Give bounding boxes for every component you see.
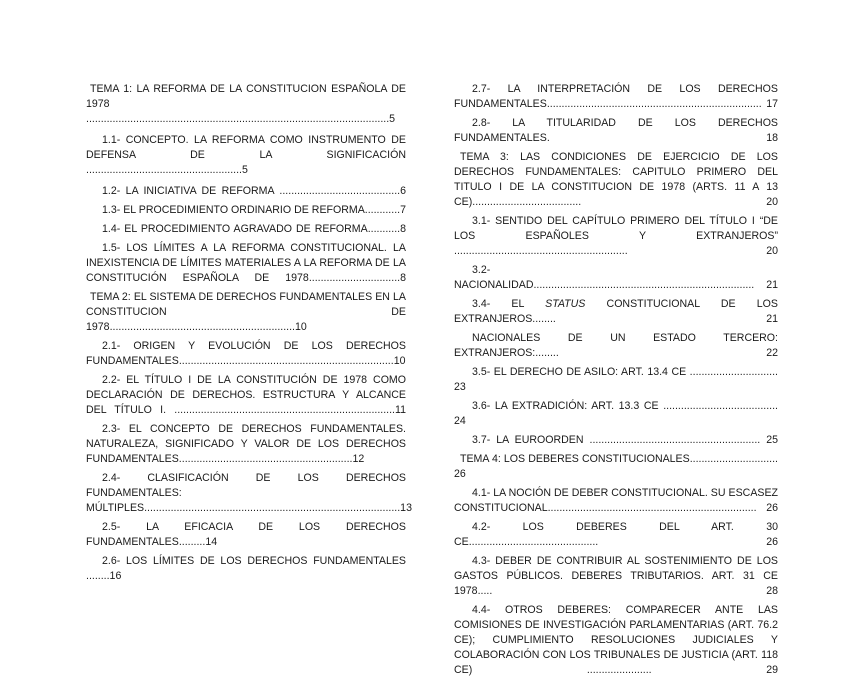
toc-entry[interactable] xyxy=(454,452,778,482)
toc-leader-dots: ......... xyxy=(178,536,206,548)
toc-entry[interactable] xyxy=(454,150,778,210)
toc-page-number: 26 xyxy=(598,536,778,548)
toc-entry-title: 3.5- EL DERECHO DE ASILO: ART. 13.4 CE xyxy=(472,366,687,378)
toc-entry-title: 2.1- ORIGEN Y EVOLUCIÓN DE LOS DERECHOS FUNDAMENTALES xyxy=(86,340,406,367)
toc-entry[interactable] xyxy=(454,486,778,516)
toc-leader-dots: ........................................................................... xyxy=(166,404,395,416)
toc-leader-dots: ........... xyxy=(367,223,401,235)
toc-entry[interactable] xyxy=(86,241,406,286)
toc-entry[interactable] xyxy=(454,365,778,395)
toc-leader-dots: ........................................................................... xyxy=(533,279,755,291)
toc-entry-title: 2.2- EL TÍTULO I DE LA CONSTITUCIÓN DE 1978 COMO DECLARACIÓN DE DERECHOS. ESTRUCTURA Y ALCANCE DEL TÍTULO I. xyxy=(86,374,406,416)
toc-page-number: 25 xyxy=(760,434,779,446)
toc-page-number: 5 xyxy=(389,113,396,125)
toc-page-number: 8 xyxy=(400,272,406,284)
toc-entry[interactable] xyxy=(454,263,778,293)
toc-entry[interactable] xyxy=(454,603,778,678)
toc-leader-dots: ......................................................................... xyxy=(178,355,394,367)
toc-entry-title: 2.4- CLASIFICACIÓN DE LOS DERECHOS FUNDAMENTALES: MÚLTIPLES xyxy=(86,472,406,514)
toc-leader-dots: .......................................................... xyxy=(181,453,353,465)
toc-entry[interactable] xyxy=(86,471,412,516)
toc-entry-title: 1.1- CONCEPTO. LA REFORMA COMO INSTRUMENTO DE DEFENSA DE LA SIGNIFICACIÓN xyxy=(86,134,406,161)
toc-leader-dots: ..................................................... xyxy=(86,164,242,176)
toc-entry-title: 3.4- EL xyxy=(472,298,546,310)
toc-page-number: 23 xyxy=(454,381,466,393)
toc-leader-dots: .......................................................... xyxy=(583,434,761,446)
toc-page-number: 10 xyxy=(295,321,307,333)
toc-entry[interactable] xyxy=(86,133,406,178)
toc-leader-dots: ............................................ xyxy=(468,536,599,548)
toc-leader-dots: ...................... xyxy=(472,664,652,676)
toc-entry[interactable] xyxy=(454,297,778,327)
toc-entry-title: 4.1- LA NOCIÓN DE DEBER CONSTITUCIONAL. SU ESCASEZ CONSTITUCIONAL xyxy=(454,487,778,514)
toc-page-number: 20 xyxy=(581,196,778,208)
toc-page-number: 20 xyxy=(627,245,778,257)
toc-entry-title: TEMA 3: LAS CONDICIONES DE EJERCICIO DE LOS DERECHOS FUNDAMENTALES: CAPITULO PRIMERO DEL TITULO I DE LA CONSTITUCION DE 1978 (ARTS. 11 A 13 CE) xyxy=(454,151,778,208)
toc-entry[interactable] xyxy=(86,339,406,369)
toc-page-number: 29 xyxy=(651,664,778,676)
toc-leader-dots: ....................................................................................................... xyxy=(86,113,390,125)
toc-entry[interactable] xyxy=(86,222,406,237)
toc-left-column xyxy=(86,82,412,588)
toc-page-number: 5 xyxy=(242,164,248,176)
toc-entry-title: 2.8- LA TITULARIDAD DE LOS DERECHOS FUNDAMENTALES xyxy=(454,117,778,144)
toc-entry-title: 4.3- DEBER DE CONTRIBUIR AL SOSTENIMIENTO DE LOS GASTOS PÚBLICOS. DEBERES TRIBUTARIOS. ART. 31 CE 1978 xyxy=(454,555,778,597)
toc-entry[interactable] xyxy=(454,554,778,599)
toc-page-number: 7 xyxy=(400,204,406,216)
toc-leader-dots: ..... xyxy=(477,585,493,597)
toc-entry-title: 1.3- EL PROCEDIMIENTO ORDINARIO DE REFORMA xyxy=(102,204,365,216)
toc-leader-dots: ..................................... xyxy=(472,196,582,208)
toc-entry-title: TEMA 1: LA REFORMA DE LA CONSTITUCION ESPAÑOLA DE 1978 xyxy=(86,83,406,110)
toc-leader-dots: ......................................... xyxy=(274,185,401,197)
toc-entry-title: 3.6- LA EXTRADICIÓN: ART. 13.3 CE xyxy=(472,400,659,412)
toc-entry-title: 4.4- OTROS DEBERES: COMPARECER ANTE LAS COMISIONES DE INVESTIGACIÓN PARLAMENTARIAS (ART. 76.2 CE); CUMPLIMIENTO RESOLUCIONES JUDICIALES Y COLABORACIÓN CON LOS TRIBUNALES DE JUSTICIA (ART. 118 CE) xyxy=(454,604,778,676)
toc-entry[interactable] xyxy=(86,520,406,550)
toc-page-number: 21 xyxy=(555,313,778,325)
toc-entry-title: TEMA 4: LOS DEBERES CONSTITUCIONALES xyxy=(460,453,690,465)
toc-entry-title: TEMA 2: EL SISTEMA DE DERECHOS FUNDAMENTALES EN LA CONSTITUCION DE 1978 xyxy=(86,291,406,333)
toc-page-number: 14 xyxy=(205,536,218,548)
toc-entry-title: 1.5- LOS LÍMITES A LA REFORMA CONSTITUCIONAL. LA INEXISTENCIA DE LÍMITES MATERIALES A LA REFORMA DE LA CONSTITUCIÓN ESPAÑOLA DE 1978. xyxy=(86,242,406,284)
toc-page-number: 8 xyxy=(400,223,406,235)
toc-page-number: 12 xyxy=(352,453,365,465)
toc-page-number: 26 xyxy=(454,468,466,480)
toc-leader-dots: ......................................................................... xyxy=(546,98,762,110)
toc-entry[interactable] xyxy=(454,331,778,361)
toc-page-number: 26 xyxy=(756,502,778,514)
toc-entry-title: 2.3- EL CONCEPTO DE DERECHOS FUNDAMENTALES. NATURALEZA, SIGNIFICADO Y VALOR DE LOS DERECHOS FUNDAMENTALES. xyxy=(86,423,406,465)
toc-leader-dots: ........ xyxy=(535,347,559,359)
toc-entry[interactable] xyxy=(454,433,778,448)
toc-page-number: 6 xyxy=(400,185,406,197)
toc-leader-dots: .............................. xyxy=(689,453,778,465)
toc-page-number: 18 xyxy=(549,132,778,144)
toc-entry-title: 3.7- LA EUROORDEN xyxy=(472,434,584,446)
toc-entry-title: 3.2- NACIONALIDAD xyxy=(454,264,534,291)
toc-entry[interactable] xyxy=(454,116,778,146)
toc-leader-dots: ........................................................... xyxy=(454,245,628,257)
toc-entry-title: 3.1- SENTIDO DEL CAPÍTULO PRIMERO DEL TÍTULO I “DE LOS ESPAÑOLES Y EXTRANJEROS” xyxy=(454,215,778,242)
toc-entry-title: 2.7- LA INTERPRETACIÓN DE LOS DERECHOS FUNDAMENTALES xyxy=(454,83,778,110)
toc-entry-title: 2.5- LA EFICACIA DE LOS DERECHOS FUNDAMENTALES xyxy=(86,521,406,548)
toc-entry[interactable] xyxy=(454,82,778,112)
toc-entry[interactable] xyxy=(86,203,406,218)
toc-entry[interactable] xyxy=(86,554,406,584)
toc-page-number: 11 xyxy=(395,404,406,416)
toc-entry-title-italic: STATUS xyxy=(545,298,586,310)
toc-leader-dots: ............................................................... xyxy=(109,321,296,333)
toc-entry[interactable] xyxy=(86,290,406,335)
toc-entry-title: CONSTITUCIONAL DE LOS EXTRANJEROS xyxy=(454,298,778,325)
toc-page-number: 16 xyxy=(109,570,122,582)
toc-leader-dots: . xyxy=(546,132,550,144)
toc-page-number: 22 xyxy=(558,347,778,359)
toc-page-number: 21 xyxy=(754,279,778,291)
toc-entry[interactable] xyxy=(454,520,778,550)
toc-entry[interactable] xyxy=(454,214,778,259)
toc-leader-dots: .............................. xyxy=(686,366,778,378)
toc-entry-title: NACIONALES DE UN ESTADO TERCERO: EXTRANJEROS: xyxy=(454,332,778,359)
toc-entry[interactable] xyxy=(454,399,778,429)
toc-leader-dots: .............................. xyxy=(311,272,401,284)
toc-entry[interactable] xyxy=(86,422,406,467)
toc-leader-dots: ....................................................................... xyxy=(547,502,757,514)
toc-page-number: 10 xyxy=(393,355,406,367)
toc-entry-title: 2.6- LOS LÍMITES DE LOS DERECHOS FUNDAMENTALES xyxy=(102,555,406,567)
toc-page-number: 28 xyxy=(492,585,778,597)
toc-entry-title: 4.2- LOS DEBERES DEL ART. 30 CE xyxy=(454,521,778,548)
toc-entry[interactable] xyxy=(86,373,406,418)
toc-leader-dots: ........ xyxy=(86,570,110,582)
toc-entry-title: 1.4- EL PROCEDIMIENTO AGRAVADO DE REFORMA xyxy=(102,223,368,235)
toc-page-number: 13 xyxy=(400,502,412,514)
toc-page-number: 17 xyxy=(761,98,778,110)
toc-entry-title: 1.2- LA INICIATIVA DE REFORMA xyxy=(102,185,274,197)
toc-entry[interactable] xyxy=(86,82,406,127)
toc-entry[interactable] xyxy=(86,184,406,199)
toc-leader-dots: ....................................................................................... xyxy=(144,502,401,514)
toc-leader-dots: ............ xyxy=(364,204,401,216)
toc-page-number: 24 xyxy=(454,415,466,427)
toc-right-column xyxy=(454,82,778,682)
toc-leader-dots: ........ xyxy=(532,313,556,325)
toc-leader-dots: ....................................... xyxy=(658,400,779,412)
